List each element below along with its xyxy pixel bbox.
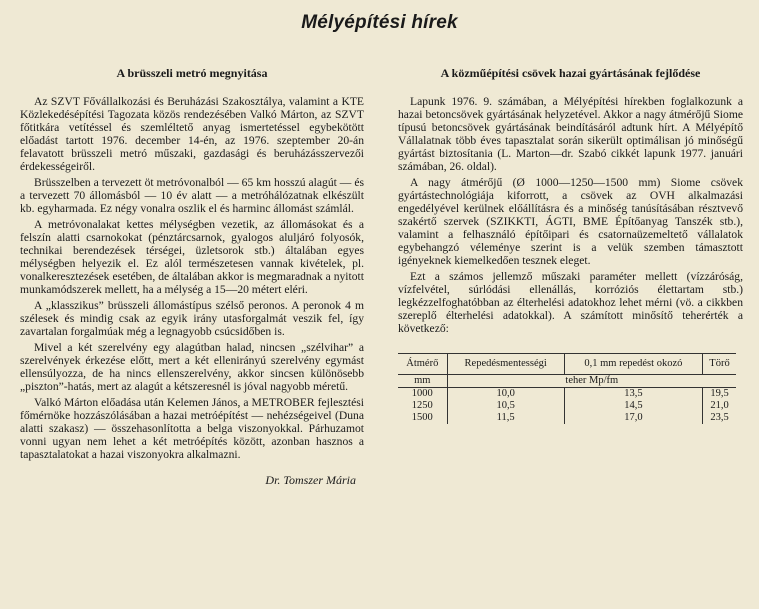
table-cell: 11,5 (447, 412, 564, 424)
paragraph: Az SZVT Fővállalkozási és Beruházási Szakosztálya, valamint a KTE Közlekedésépítési Tagozata közös rendezésében Valkó Márton, az SZVT főtitkára vetítéssel és szemléltető anyag ismertetéssel egybekötött előadást tartott 1976. december 14-én, az 1976. szeptember 20-án felavatott brüsszeli metró műszaki, gazdasági és beruházásszervezői érdekességeiről. (20, 95, 364, 173)
table-cell: 23,5 (703, 412, 736, 424)
table-cell: 17,0 (564, 412, 702, 424)
table-cell: 10,0 (447, 388, 564, 401)
table-cell: 1000 (411, 388, 433, 399)
table-cell: 10,5 (447, 400, 564, 412)
units-row (398, 375, 736, 388)
table-cell: 1250 (411, 400, 433, 411)
paragraph: A nagy átmérőjű (Ø 1000—1250—1500 mm) Siome csövek gyártástechnológiája kiforrott, a csövek az OVH alkalmazási engedélyével kerülnek előállításra és a minőség tanúsításában résztvevő szakértő szervek (SZIKKTI, ÁGTI, BME Építőanyag Tanszék stb.), valamint a felhasználó építőipari és csatornaüzemeltető vállalatok egybehangzó véleménye szerint is a velük szemben támasztott igényeknek kiemelkedően tesznek eleget. (398, 176, 743, 267)
unit-label: mm (398, 375, 447, 388)
article-title: A közműépítési csövek hazai gyártásának fejlődése (440, 66, 701, 80)
table-cell: 13,5 (564, 388, 702, 401)
paragraph: Lapunk 1976. 9. számában, a Mélyépítési hírekben foglalkozunk a hazai betoncsövek gyártásának helyzetével. Akkor a nagy átmérőjű Siome típusú betoncsövek gyártásának beindításáról adtunk hírt. A Mélyépítő Vállalatnak több éves tapasztalat során sikerült optimálisan jó minőségű gyártást biztosítania (L. Marton—dr. Szabó cikkét lapunk 1977. januári számában, 26. oldal). (398, 95, 743, 173)
author-signature: Dr. Tomszer Mária (265, 473, 356, 487)
article-title: A brüsszeli metró megnyitása (116, 66, 268, 80)
paragraph: A metróvonalakat kettes mélységben vezetik, az állomásokat és a felszín alatti csarnokokat (pénztárcsarnok, gyalogos aluljáró folyosók, technikai berendezések térségei, üzletsorok stb.) általában egyes mélységben helyezik el. Ez alól természetesen vannak kivételek, pl. vonalkeresztezések esetében, de általában akkor is megmaradnak a nyitott munkamódszerek mellett, ha a mélység a 15—20 métert eléri. (20, 218, 364, 296)
load-values-table (398, 353, 736, 424)
table-header: Törő (703, 354, 736, 375)
table-header: 0,1 mm repedést okozó (564, 354, 702, 375)
unit-label: teher Mp/fm (447, 375, 736, 388)
page-title: Mélyépítési hírek (301, 12, 458, 33)
article-right (398, 66, 743, 424)
table-header: Átmérő (398, 354, 447, 375)
table-row (398, 388, 736, 401)
table-row (398, 412, 736, 424)
paragraph: Valkó Márton előadása után Kelemen János, a METROBER fejlesztési főmérnöke hozzászólásában a hazai metróépítést — nehézségeivel (Duna alatti szakasz) — összehasonlította a belga viszonyokkal. Párhuzamot vonni ugyan nem lehet a két metróépítés között, azonban hasznos a tapasztalatokat a hazai viszonyokra alkalmazni. (20, 396, 364, 461)
table-header: Repedésmentességi (447, 354, 564, 375)
table-cell: 1500 (411, 412, 433, 423)
table-cell: 21,0 (703, 400, 736, 412)
paragraph: Brüsszelben a tervezett öt metróvonalból — 65 km hosszú alagút — és a tervezett 70 állomásból — 10 év alatt — a metróhálózatnak elkészült kb. egyharmada. Ez négy vonalra oszlik el és harminc állomást számlál. (20, 176, 364, 215)
paragraph: Mivel a két szerelvény egy alagútban halad, nincsen „szélvihar” a szerelvények érkezése előtt, mert a két ellenirányú szerelvény egymást ellensúlyozza, de ha nincs ellenszerelvény, akkor sincsen különösebb „piszton”-hatás, mert az alagút a kétszeresnél is jóval nagyobb méretű. (20, 341, 364, 393)
table-cell: 19,5 (703, 388, 736, 401)
table-row (398, 400, 736, 412)
paragraph: Ezt a számos jellemző műszaki paraméter mellett (vízzáróság, vízfelvétel, súrlódási ellenállás, korróziós élettartam stb.) legkézzelfoghatóbban az élterhelési adatokhoz lehet mérni (vö. a cikkben szereplő élterhelési adatokkal). A számított minősítő teherérték a következő: (398, 270, 743, 335)
article-left (20, 66, 364, 488)
table-cell: 14,5 (564, 400, 702, 412)
paragraph: A „klasszikus” brüsszeli állomástípus szélső peronos. A peronok 4 m szélesek és mindig csak az egyik irány utasforgalmát veszik fel, így zavartalan forgalmúak még a legnagyobb csúcsidőben is. (20, 299, 364, 338)
